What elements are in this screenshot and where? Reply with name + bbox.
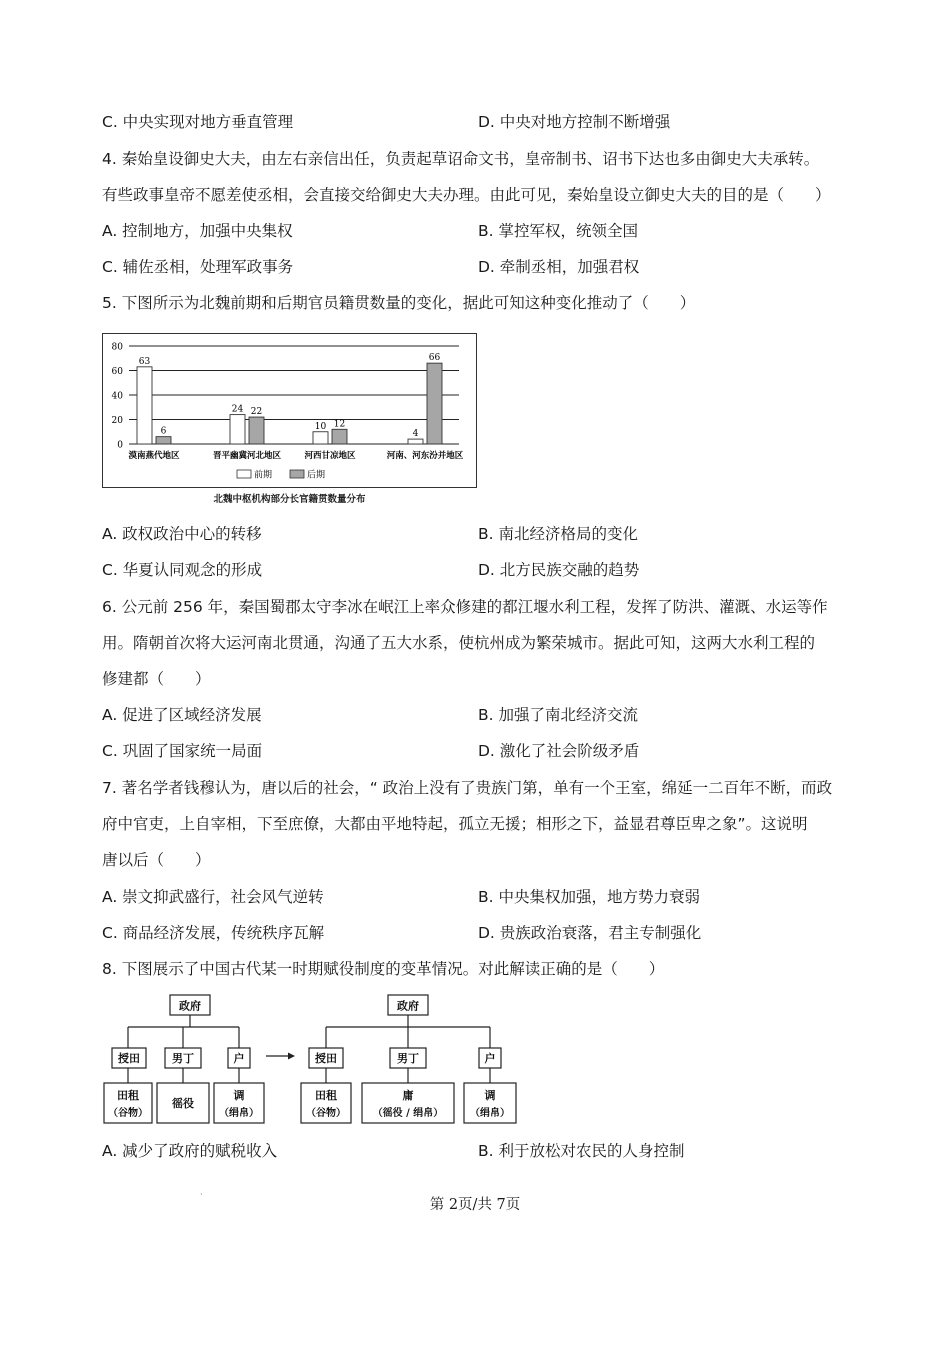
- q7-stem-line3: 唐以后（ ）: [102, 851, 211, 869]
- legend-swatch-late: [290, 470, 304, 478]
- right-leaf-2-line1: 调: [484, 1089, 496, 1102]
- q6-stem-line3: 修建都（ ）: [102, 670, 211, 688]
- q6-option-c: C. 巩固了国家统一局面: [102, 742, 263, 760]
- right-node-label-2: 户: [484, 1052, 496, 1065]
- q5-option-c: C. 华夏认同观念的形成: [102, 561, 263, 579]
- bar-value-label: 22: [250, 407, 263, 418]
- left-node-label-2: 户: [233, 1052, 245, 1065]
- y-tick-label: 20: [111, 416, 123, 426]
- q5-stem: 5. 下图所示为北魏前期和后期官员籍贯数量的变化，据此可知这种变化推动了（ ）: [102, 294, 696, 312]
- category-label-1: 晋平幽冀河北地区: [212, 451, 282, 461]
- right-leaf-0-line1: 田租: [315, 1089, 337, 1102]
- q6-stem-line1: 6. 公元前 256 年，秦国蜀郡太守李冰在岷江上率众修建的都江堰水利工程，发挥了防洪、灌溉、水运等作: [102, 598, 828, 616]
- y-tick-label: 0: [117, 440, 123, 451]
- page-footer: 第 2页/共 7页: [429, 1197, 521, 1213]
- left-leaf-2-line1: 调: [233, 1089, 245, 1102]
- right-leaf-0-line2: （谷物）: [306, 1108, 346, 1119]
- q5-option-d: D. 北方民族交融的趋势: [478, 561, 640, 579]
- bar-late-2: [332, 429, 347, 444]
- category-label-0: 漠南燕代地区: [128, 451, 180, 461]
- left-leaf-1-line1: 徭役: [172, 1097, 194, 1110]
- left-node-label-0: 授田: [118, 1052, 140, 1065]
- bar-value-label: 12: [333, 419, 346, 430]
- q4-option-c: C. 辅佐丞相，处理军政事务: [102, 258, 294, 276]
- left-node-label-1: 男丁: [172, 1052, 194, 1065]
- bar-value-label: 66: [428, 353, 441, 364]
- left-leaf-2-line2: （绢帛）: [219, 1108, 259, 1119]
- right-node-label-0: 授田: [315, 1052, 337, 1065]
- q4-stem-line2: 有些政事皇帝不愿差使丞相，会直接交给御史大夫办理。由此可见，秦始皇设立御史大夫的目的是（ ）: [102, 186, 831, 204]
- q6-option-b: B. 加强了南北经济交流: [478, 706, 638, 724]
- bar-early-0: [137, 367, 152, 444]
- q4-option-d: D. 牵制丞相，加强君权: [478, 258, 640, 276]
- legend-label-late: 后期: [307, 470, 326, 481]
- right-leaf-1-line2: （徭役 / 绢帛）: [372, 1108, 444, 1119]
- tax-system-diagram: [102, 992, 522, 1127]
- category-label-3: 河南、河东汾并地区: [386, 451, 464, 461]
- q6-option-d: D. 激化了社会阶级矛盾: [478, 742, 640, 760]
- bar-value-label: 4: [412, 429, 419, 440]
- legend-label-early: 前期: [254, 470, 273, 481]
- q6-option-a: A. 促进了区域经济发展: [102, 706, 262, 724]
- left-leaf-0-line2: （谷物）: [108, 1108, 148, 1119]
- bar-early-2: [313, 432, 328, 444]
- bar-value-label: 24: [231, 404, 244, 415]
- q6-stem-line2: 用。隋朝首次将大运河南北贯通，沟通了五大水系，使杭州成为繁荣城市。据此可知，这两大水利工程的: [102, 634, 816, 652]
- category-label-2: 河西甘凉地区: [304, 451, 356, 461]
- transition-arrow-head: [288, 1053, 295, 1060]
- q8-option-b: B. 利于放松对农民的人身控制: [478, 1142, 685, 1160]
- y-tick-label: 60: [111, 367, 123, 377]
- q8-option-a: A. 减少了政府的赋税收入: [102, 1142, 278, 1160]
- bar-value-label: 10: [314, 421, 327, 432]
- chart-title: 北魏中枢机构部分长官籍贯数量分布: [213, 494, 366, 505]
- q7-option-c: C. 商品经济发展，传统秩序瓦解: [102, 924, 325, 942]
- q8-stem: 8. 下图展示了中国古代某一时期赋役制度的变革情况。对此解读正确的是（ ）: [102, 960, 665, 978]
- y-tick-label: 40: [111, 391, 123, 402]
- bar-value-label: 6: [160, 426, 167, 437]
- chart-frame: [103, 334, 477, 488]
- bar-value-label: 63: [138, 356, 151, 367]
- official-origin-bar-chart: [102, 333, 477, 488]
- q3-option-d: D. 中央对地方控制不断增强: [478, 113, 671, 131]
- bar-early-3: [408, 439, 423, 444]
- bar-late-1: [249, 417, 264, 444]
- left-leaf-0-line1: 田租: [117, 1089, 139, 1102]
- bar-late-0: [156, 437, 171, 444]
- bar-late-3: [427, 363, 442, 444]
- y-tick-label: 80: [111, 342, 123, 353]
- bar-early-1: [230, 415, 245, 444]
- legend-swatch-early: [237, 470, 251, 478]
- stray-dot: ·: [200, 1190, 203, 1199]
- q4-stem-line1: 4. 秦始皇设御史大夫，由左右亲信出任，负责起草诏命文书，皇帝制书、诏书下达也多由御史大夫承转。: [102, 150, 820, 168]
- right-leaf-2-line2: （绢帛）: [470, 1108, 510, 1119]
- right-gov-label: 政府: [397, 999, 419, 1013]
- q4-option-b: B. 掌控军权，统领全国: [478, 222, 638, 240]
- q7-option-a: A. 崇文抑武盛行，社会风气逆转: [102, 888, 324, 906]
- q7-stem-line2: 府中官吏，上自宰相，下至庶僚，大都由平地特起，孤立无援；相形之下，益显君尊臣卑之象”。这说明: [102, 815, 808, 833]
- q5-option-b: B. 南北经济格局的变化: [478, 525, 638, 543]
- right-node-label-1: 男丁: [397, 1052, 419, 1065]
- q7-stem-line1: 7. 著名学者钱穆认为，唐以后的社会，“ 政治上没有了贵族门第，单有一个王室，绵延一二百年不断，而政: [102, 779, 833, 797]
- right-leaf-1-line1: 庸: [402, 1089, 414, 1102]
- q3-option-c: C. 中央实现对地方垂直管理: [102, 113, 294, 131]
- q4-option-a: A. 控制地方，加强中央集权: [102, 222, 293, 240]
- q7-option-b: B. 中央集权加强，地方势力衰弱: [478, 888, 700, 906]
- q7-option-d: D. 贵族政治衰落，君主专制强化: [478, 924, 702, 942]
- q5-option-a: A. 政权政治中心的转移: [102, 525, 262, 543]
- left-gov-label: 政府: [179, 999, 201, 1013]
